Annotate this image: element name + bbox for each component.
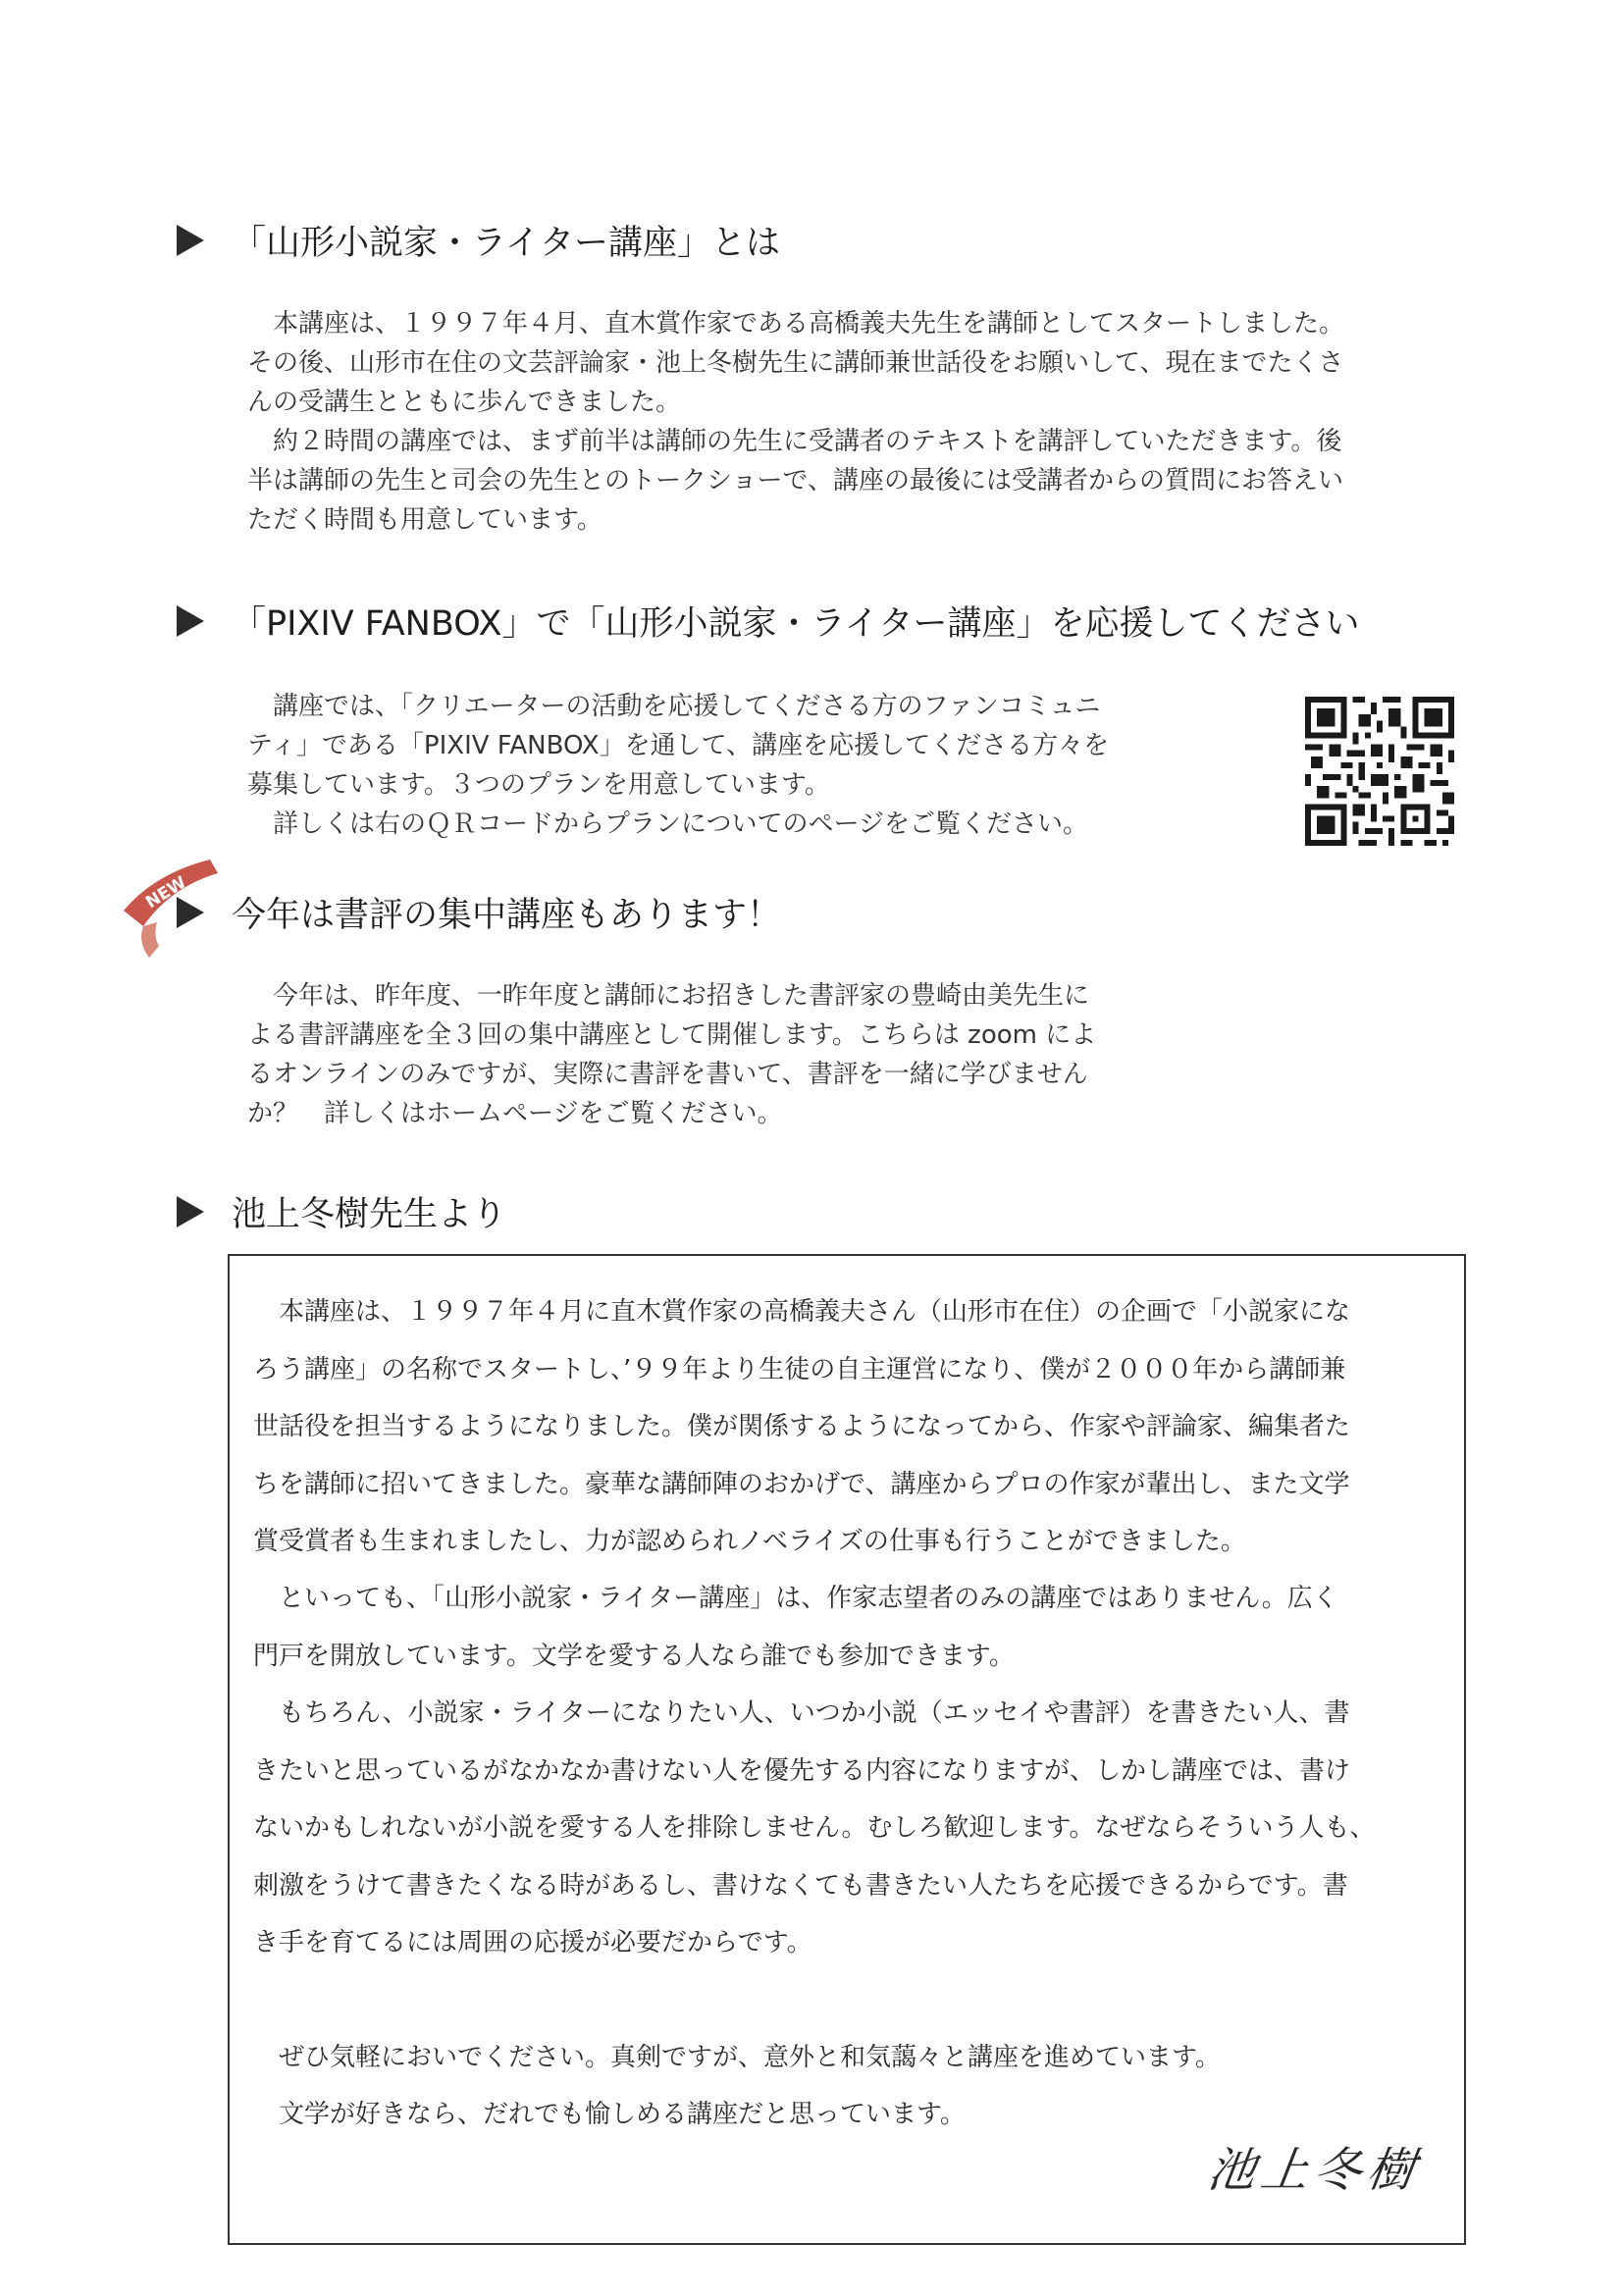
text-line: 賞受賞者も生まれましたし、力が認められノベライズの仕事も行うことができました。 xyxy=(253,1527,1246,1556)
text-line: 講座では、「クリエーターの活動を応援してくださる方のファンコミュニ xyxy=(273,692,1101,721)
section-heading-ikegami xyxy=(177,1187,506,1236)
text-line: その後、山形市在住の文芸評論家・池上冬樹先生に講師兼世話役をお願いして、現在までたくさ xyxy=(247,348,1344,378)
text-line: か？ 詳しくはホームページをご覧ください。 xyxy=(247,1099,783,1128)
heading-text: 「PIXIV FANBOX」で「山形小説家・ライター講座」を応援してください xyxy=(232,604,1360,644)
message-paragraph xyxy=(253,1570,1444,1685)
text-line: もちろん、小説家・ライターになりたい人、いつか小説（エッセイや書評）を書きたい人、書 xyxy=(279,1698,1350,1728)
handwritten-signature: 池上冬樹 xyxy=(1204,2143,1425,2198)
text-line: ちを講師に招いてきました。豪華な講師陣のおかげで、講座からプロの作家が輩出し、また文学 xyxy=(253,1469,1350,1499)
ikegami-message-box xyxy=(228,1254,1466,2245)
section-heading-fanbox xyxy=(177,597,1359,646)
text-line: よる書評講座を全３回の集中講座として開催します。こちらは zoom によ xyxy=(247,1020,1097,1050)
section-heading-book-review xyxy=(177,888,781,937)
triangle-bullet-icon xyxy=(177,1196,204,1227)
message-paragraph xyxy=(253,2029,1444,2087)
message-paragraph xyxy=(253,1283,1444,1571)
fanbox-paragraph xyxy=(247,687,1209,844)
text-line: 約２時間の講座では、まず前半は講師の先生に受講者のテキストを講評していただきます。後 xyxy=(273,427,1342,456)
about-paragraph xyxy=(247,304,1464,540)
text-line: 募集しています。３つのプランを用意しています。 xyxy=(247,770,830,800)
text-line: んの受講生とともに歩んできました。 xyxy=(247,388,682,417)
text-line: 詳しくは右のＱＲコードからプランについてのページをご覧ください。 xyxy=(273,809,1088,839)
badge-label: NEW xyxy=(142,872,190,913)
text-line: ぜひ気軽においでください。真剣ですが、意外と和気藹々と講座を進めています。 xyxy=(279,2043,1221,2072)
triangle-bullet-icon xyxy=(177,225,204,256)
text-line: るオンラインのみですが、実際に書評を書いて、書評を一緒に学びません xyxy=(247,1060,1088,1089)
text-line: ないかもしれないが小説を愛する人を排除しません。むしろ歓迎します。なぜならそういう人も、 xyxy=(253,1813,1376,1843)
book-review-paragraph xyxy=(247,976,1209,1133)
heading-text: 池上冬樹先生より xyxy=(232,1195,507,1234)
text-line: ろう講座」の名称でスタートし、’９９年より生徒の自主運営になり、僕が２０００年から講師兼 xyxy=(253,1354,1346,1384)
text-line: きたいと思っているがなかなか書けない人を優先する内容になりますが、しかし講座では、書け xyxy=(253,1755,1351,1786)
triangle-bullet-icon xyxy=(177,605,204,637)
text-line: 世話役を担当するようになりました。僕が関係するようになってから、作家や評論家、編集者た xyxy=(253,1412,1351,1441)
message-paragraph xyxy=(253,1685,1444,1972)
text-line: ティ」である「PIXIV FANBOX」を通して、講座を応援してくださる方々を xyxy=(247,731,1110,760)
text-line: 半は講師の先生と司会の先生とのトークショーで、講座の最後には受講者からの質問にお答えい xyxy=(247,466,1343,496)
triangle-bullet-icon xyxy=(177,897,204,928)
heading-text: 「山形小説家・ライター講座」とは xyxy=(232,224,780,263)
qr-code-icon[interactable] xyxy=(1305,697,1454,846)
text-line: 本講座は、１９９７年４月、直木賞作家である高橋義夫先生を講師としてスタートしました。 xyxy=(273,309,1345,339)
section-heading-about xyxy=(177,216,780,265)
text-line: 本講座は、１９９７年４月に直木賞作家の高橋義夫さん（山形市在住）の企画で「小説家にな xyxy=(279,1297,1351,1327)
text-line: き手を育てるには周囲の応援が必要だからです。 xyxy=(253,1928,812,1957)
text-line: といっても、「山形小説家・ライター講座」は、作家志望者のみの講座ではありません。広く xyxy=(279,1584,1338,1613)
text-line: 文学が好きなら、だれでも愉しめる講座だと思っています。 xyxy=(279,2100,966,2129)
text-line: ただく時間も用意しています。 xyxy=(247,505,602,535)
text-line: 今年は、昨年度、一昨年度と講師にお招きした書評家の豊崎由美先生に xyxy=(273,981,1090,1011)
heading-text: 今年は書評の集中講座もあります！ xyxy=(232,896,782,935)
text-line: 門戸を開放しています。文学を愛する人なら誰でも参加できます。 xyxy=(253,1641,1015,1671)
text-line: 刺激をうけて書きたくなる時があるし、書けなくても書きたい人たちを応援できるからです。書 xyxy=(253,1870,1348,1901)
